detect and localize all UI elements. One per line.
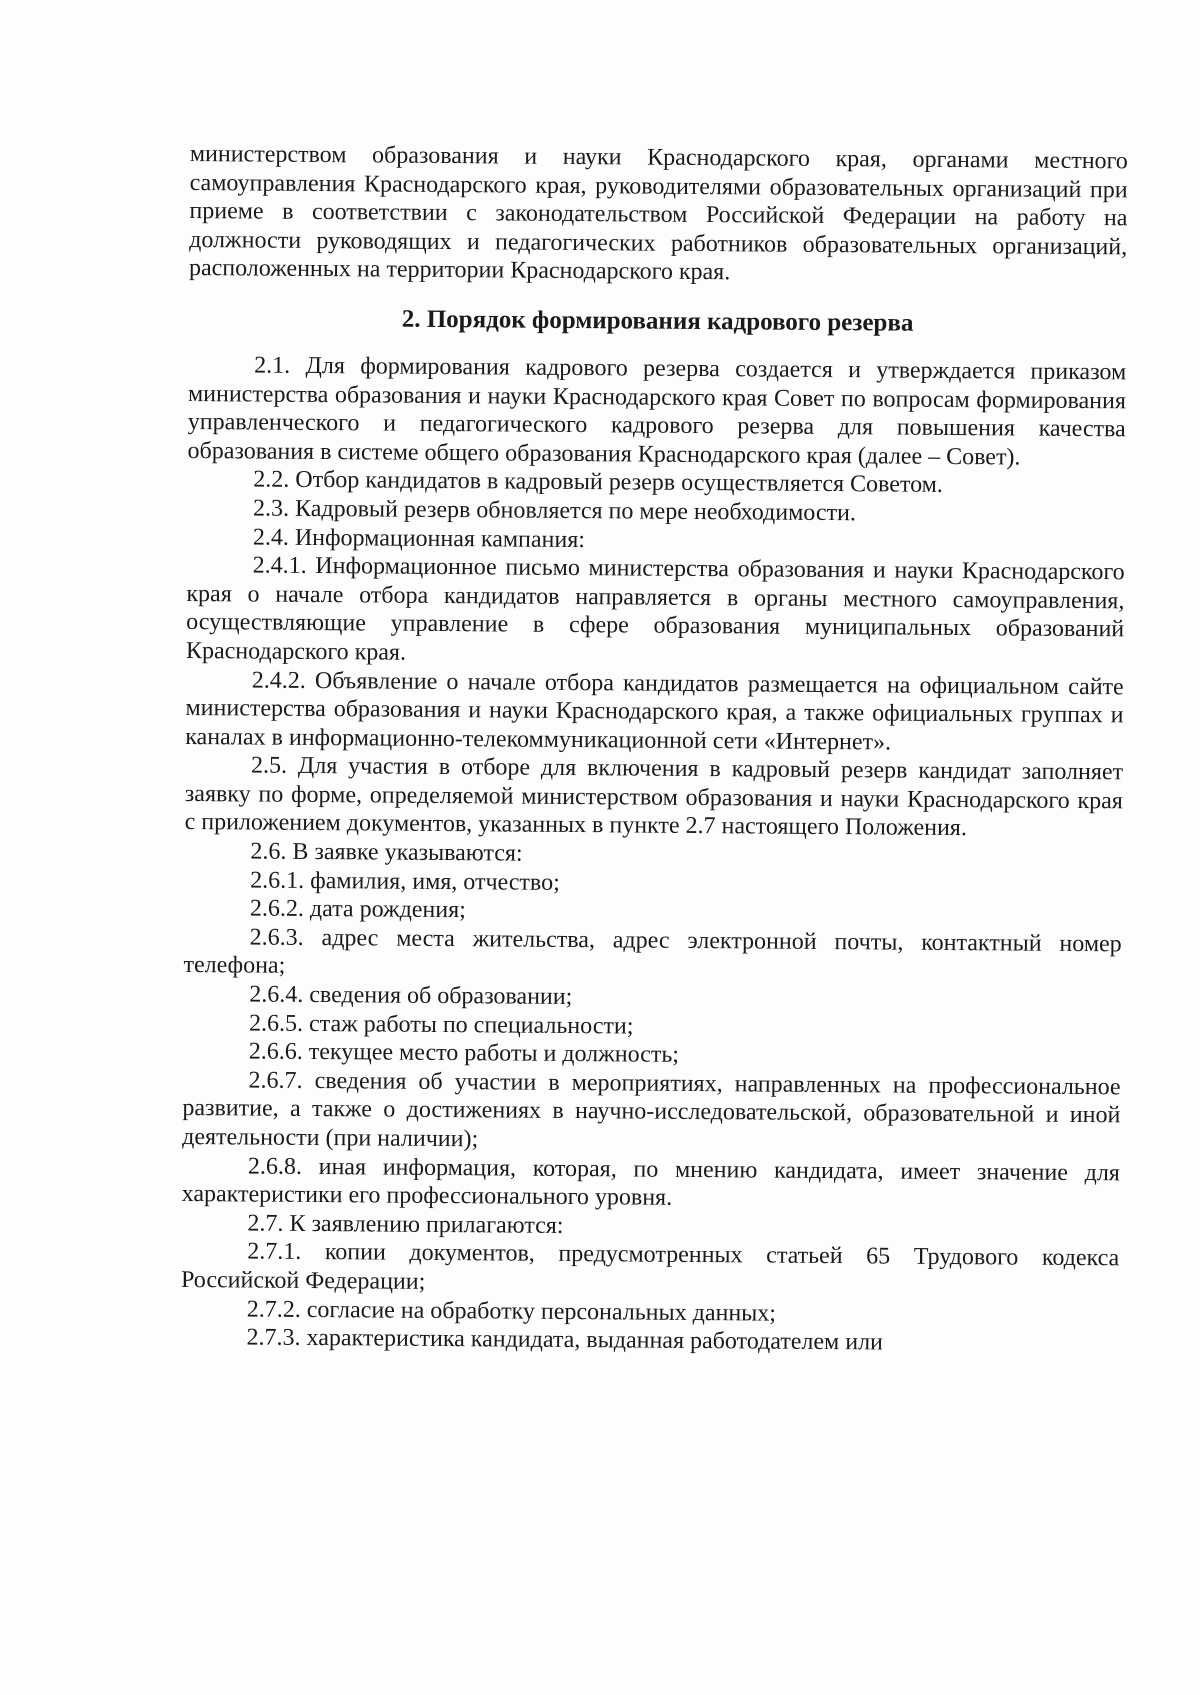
- paragraph-2-6-8: 2.6.8. иная информация, которая, по мнению кандидата, имеет значение для характеристики его профессионального уровня.: [181, 1153, 1121, 1212]
- paragraph-2-2: 2.2. Отбор кандидатов в кадровый резерв осуществляется Советом.: [253, 466, 943, 499]
- paragraph-2-3: 2.3. Кадровый резерв обновляется по мере необходимости.: [253, 495, 857, 527]
- paragraph-2-7-3: 2.7.3. характеристика кандидата, выданная работодателем или: [246, 1324, 884, 1356]
- paragraph-2-6-2: 2.6.2. дата рождения;: [249, 895, 466, 924]
- paragraph-2-7-2: 2.7.2. согласие на обработку персональных данных;: [246, 1296, 777, 1327]
- paragraph-2-4-1: 2.4.1. Информационное письмо министерства образования и науки Краснодарского края о начале отбора кандидатов направляется в органы местного самоуправления, осуществляющие управление в сфере образования муниципальных образований Краснодарского края.: [185, 552, 1125, 666]
- paragraph-2-6-5: 2.6.5. стаж работы по специальности;: [248, 1010, 634, 1040]
- document-body: [180, 140, 1127, 1359]
- paragraph-2-4: 2.4. Информационная кампания:: [252, 524, 586, 553]
- paragraph-2-7: 2.7. К заявлению прилагаются:: [247, 1210, 564, 1239]
- paragraph-2-6-4: 2.6.4. сведения об образовании;: [249, 981, 573, 1011]
- paragraph-2-6-6: 2.6.6. текущее место работы и должность;: [248, 1038, 680, 1069]
- paragraph-2-6: 2.6. В заявке указываются:: [250, 838, 523, 867]
- section-heading: 2. Порядок формирования кадрового резерва: [401, 305, 914, 337]
- paragraph-2-5: 2.5. Для участия в отборе для включения в кадровый резерв кандидат заполняет заявку по форме, определяемой министерством образования и науки Краснодарского края с приложением документов, указанных в пункте 2.7 настоящего Положения.: [184, 752, 1124, 842]
- paragraph-2-1: 2.1. Для формирования кадрового резерва создается и утверждается приказом министерства образования и науки Краснодарского края Совет по вопросам формирования управленческого и педагогического кадрового резерва для повышения качества образования в системе общего образования Краснодарского края (далее – Совет).: [187, 352, 1127, 471]
- paragraph-2-4-2: 2.4.2. Объявление о начале отбора кандидатов размещается на официальном сайте министерства образования и науки Краснодарского края, а также официальных группах и каналах в информационно-телекоммуникационной сети «Интернет».: [185, 667, 1124, 756]
- paragraph-2-7-1: 2.7.1. копии документов, предусмотренных статьей 65 Трудового кодекса Российской Федерации;: [180, 1238, 1120, 1295]
- paragraph-2-6-1: 2.6.1. фамилия, имя, отчество;: [250, 867, 560, 896]
- intro-paragraph: министерством образования и науки Краснодарского края, органами местного самоуправления Краснодарского края, руководителями образовательных организаций при приеме в соответствии с законодательством Российской Федерации на работу на должности руководящих и педагогических работников образовательных организаций, расположенных на территории Краснодарского края.: [188, 140, 1128, 286]
- paragraph-2-6-7: 2.6.7. сведения об участии в мероприятиях, направленных на профессиональное развитие, а также о достижениях в научно-исследовательской, образовательной и иной деятельности (при наличии);: [182, 1067, 1121, 1153]
- paragraph-2-6-3: 2.6.3. адрес места жительства, адрес электронной почты, контактный номер телефона;: [183, 924, 1122, 980]
